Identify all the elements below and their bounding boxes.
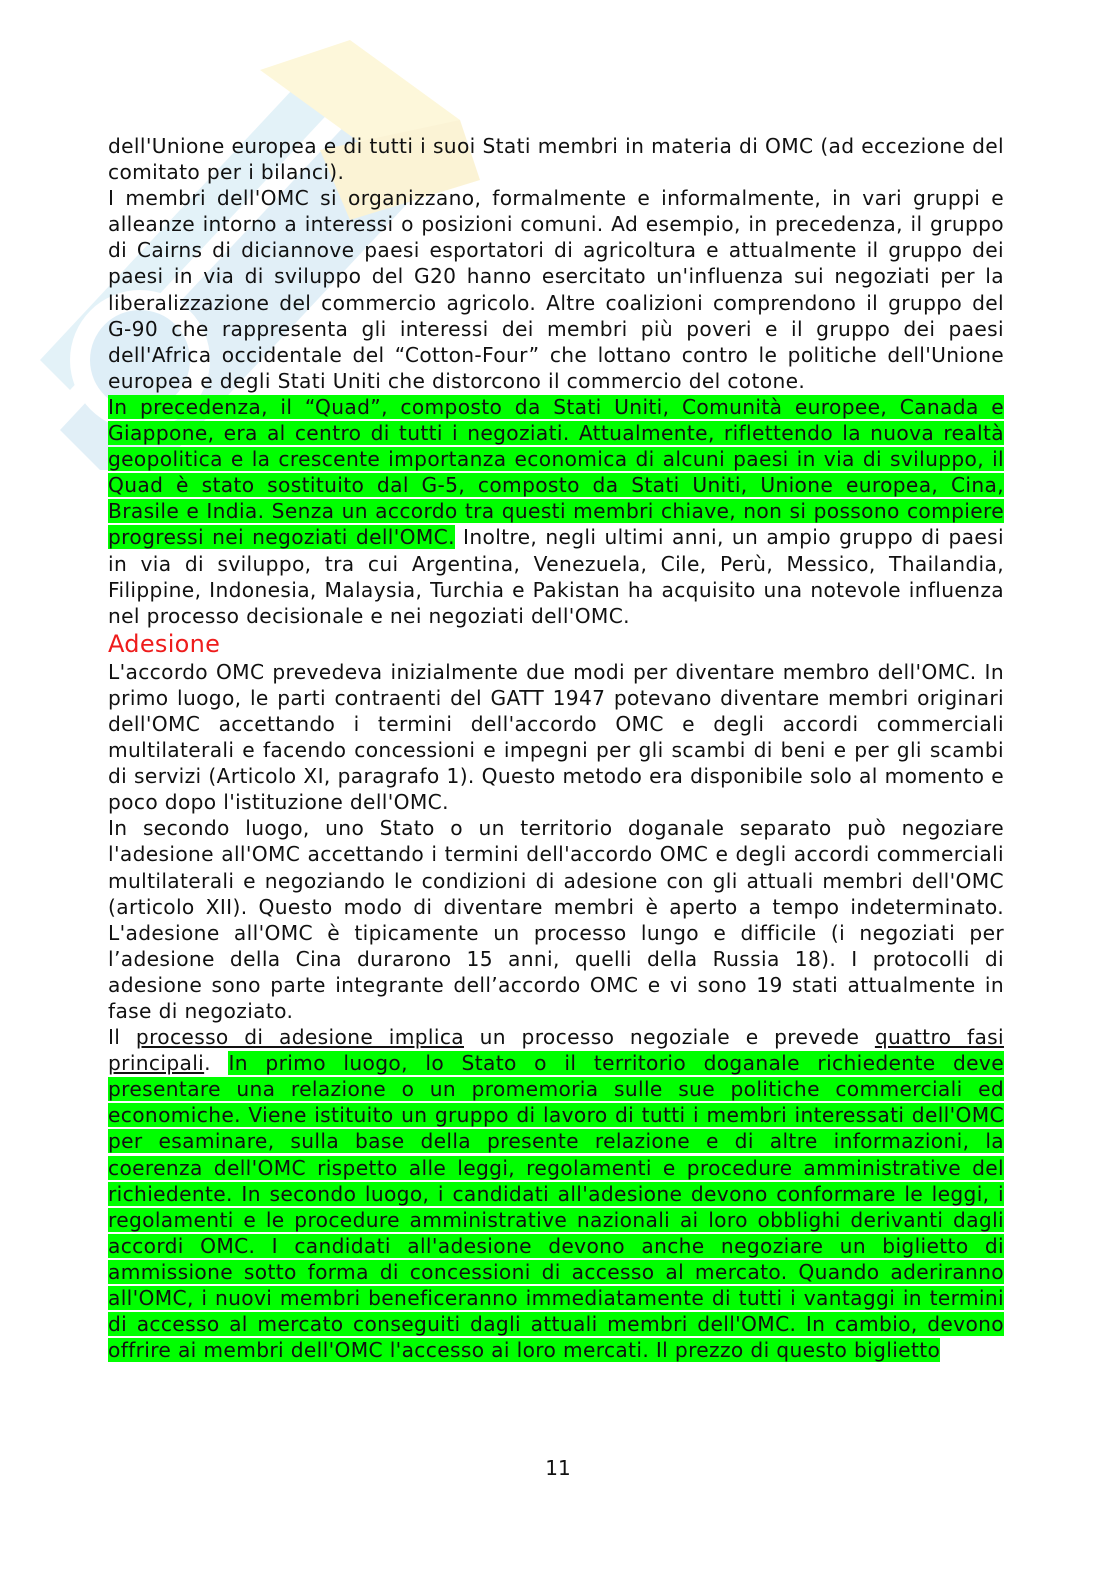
paragraph [108, 394, 1004, 629]
page-number: 11 [545, 1456, 571, 1480]
highlighted-text: In primo luogo, lo Stato o il territorio doganale richiedente deve presentare una relazione o un promemoria sulle sue politiche commerciali ed economiche. Viene istituito un gruppo di lavoro di tutti i membri interessati dell'OMC per esaminare, sulla base della presente relazione e di altre informazioni, la coerenza dell'OMC rispetto alle leggi, regolamenti e procedure amministrative del richiedente. In secondo luogo, i candidati all'adesione devono conformare le leggi, i regolamenti e le procedure amministrative nazionali ai loro obblighi derivanti dagli accordi OMC. I candidati all'adesione devono anche negoziare un biglietto di ammissione sotto forma di concessioni di accesso al mercato. Quando aderiranno all'OMC, i nuovi membri beneficeranno immediatamente di tutti i vantaggi in termini di accesso al mercato conseguiti dagli attuali membri dell'OMC. In cambio, devono offrire ai membri dell'OMC l'accesso ai loro mercati. Il prezzo di questo biglietto [108, 1051, 1004, 1363]
underlined-text: processo di adesione implica [135, 1025, 464, 1050]
paragraph-text: . [204, 1051, 229, 1076]
paragraph: I membri dell'OMC si organizzano, formalmente e informalmente, in vari gruppi e alleanze intorno a interessi o posizioni comuni. Ad esempio, in precedenza, il gruppo di Cairns di diciannove paesi esportatori di agricoltura e attualmente il gruppo dei paesi in via di sviluppo del G20 hanno esercitato un'influenza sui negoziati per la liberalizzazione del commercio agricolo. Altre coalizioni comprendono il gruppo del G-90 che rappresenta gli interessi dei membri più poveri e il gruppo dei paesi dell'Africa occidentale del “Cotton-Four” che lottano contro le politiche dell'Unione europea e degli Stati Uniti che distorcono il commercio del cotone. [108, 186, 1004, 393]
paragraph [108, 1024, 1004, 1363]
paragraph: dell'Unione europea e di tutti i suoi Stati membri in materia di OMC (ad eccezione del comitato per i bilanci). [108, 134, 1004, 185]
page-text [108, 133, 1004, 1363]
paragraph-text: Inoltre, negli ultimi anni, un ampio gruppo di paesi in via di sviluppo, tra cui Argentina, Venezuela, Cile, Perù, Messico, Thailandia, Filippine, Indonesia, Malaysia, Turchia e Pakistan ha acquisito una notevole influenza nel processo decisionale e nei negoziati dell'OMC. [108, 525, 1004, 628]
paragraph-text: un processo negoziale e prevede [464, 1025, 875, 1050]
highlighted-text: In precedenza, il “Quad”, composto da Stati Uniti, Comunità europee, Canada e Giappone, era al centro di tutti i negoziati. Attualmente, riflettendo la nuova realtà geopolitica e la crescente importanza economica di alcuni paesi in via di sviluppo, il Quad è stato sostituito dal G-5, composto da Stati Uniti, Unione europea, Cina, Brasile e India. Senza un accordo tra questi membri chiave, non si possono compiere progressi nei negoziati dell'OMC. [108, 394, 1004, 550]
paragraph-text: Il [108, 1025, 136, 1050]
underlined-text: quattro fasi principali [108, 1025, 1004, 1076]
section-heading: Adesione [108, 629, 221, 658]
paragraph: L'accordo OMC prevedeva inizialmente due modi per diventare membro dell'OMC. In primo luogo, le parti contraenti del GATT 1947 potevano diventare membri originari dell'OMC accettando i termini dell'accordo OMC e degli accordi commerciali multilaterali e facendo concessioni e impegni per gli scambi di beni e per gli scambi di servizi (Articolo XI, paragrafo 1). Questo metodo era disponibile solo al momento e poco dopo l'istituzione dell'OMC. [108, 659, 1004, 815]
paragraph: In secondo luogo, uno Stato o un territorio doganale separato può negoziare l'adesione all'OMC accettando i termini dell'accordo OMC e degli accordi commerciali multilaterali e negoziando le condizioni di adesione con gli attuali membri dell'OMC (articolo XII). Questo modo di diventare membri è aperto a tempo indeterminato. L'adesione all'OMC è tipicamente un processo lungo e difficile (i negoziati per l’adesione della Cina durarono 15 anni, quelli della Russia 18). I protocolli di adesione sono parte integrante dell’accordo OMC e vi sono 19 stati attualmente in fase di negoziato. [108, 816, 1004, 1023]
